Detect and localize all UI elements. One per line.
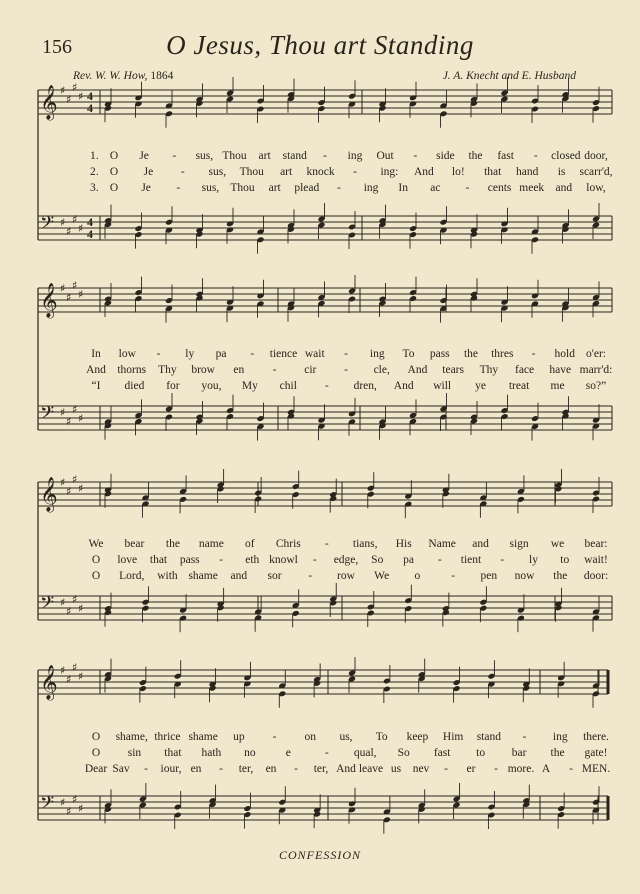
lyric-syllable: pa <box>215 348 227 360</box>
lyric-syllable: thrice <box>154 731 181 743</box>
lyric-syllable: thorns <box>117 364 147 376</box>
lyric-syllable: ing <box>347 150 363 162</box>
lyric-syllable: that <box>484 166 502 178</box>
sharp-icon: ♯ <box>72 593 78 606</box>
lyric-line <box>0 182 640 197</box>
lyric-syllable: - <box>294 763 298 775</box>
page-number: 156 <box>42 36 72 58</box>
lyric-syllable: hand <box>515 166 539 178</box>
lyric-syllable: And <box>336 763 356 775</box>
lyric-syllable: no <box>244 747 256 759</box>
lyric-syllable: door: <box>583 570 609 582</box>
lyric-syllable: en <box>233 364 245 376</box>
note-group <box>104 393 600 441</box>
lyric-syllable: We <box>374 570 390 582</box>
sharp-icon: ♯ <box>78 288 84 301</box>
lyric-syllable: bear <box>124 538 145 550</box>
sharp-icon: ♯ <box>60 406 66 419</box>
sharp-icon: ♯ <box>60 596 66 609</box>
lyric-syllable: to <box>560 554 570 566</box>
lyric-syllable: sor <box>267 570 282 582</box>
sharp-icon: ♯ <box>72 81 78 94</box>
verse-number: 2. <box>90 166 99 178</box>
lyric-syllable: bar <box>511 747 527 759</box>
sharp-icon: ♯ <box>72 661 78 674</box>
sharp-icon: ♯ <box>66 225 72 238</box>
time-signature: 4 <box>87 89 93 103</box>
lyric-syllable: more. <box>507 763 535 775</box>
lyric-syllable: door, <box>584 150 608 162</box>
lyric-syllable: And <box>407 364 428 376</box>
lyric-syllable: Lord, <box>119 570 145 582</box>
lyric-syllable: tears <box>442 364 464 376</box>
sharp-icon: ♯ <box>60 796 66 809</box>
lyric-line <box>0 554 640 569</box>
lyric-syllable: - <box>324 538 329 550</box>
lyric-syllable: closed <box>551 150 581 162</box>
lyric-syllable: shame <box>188 570 218 582</box>
lyric-syllable: there. <box>583 731 609 743</box>
lyric-syllable: - <box>444 763 448 775</box>
lyric-syllable: tians, <box>352 538 378 550</box>
lyric-line <box>0 747 640 762</box>
lyric-syllable: chil <box>279 380 297 392</box>
lyric-syllable: meek <box>519 182 545 194</box>
lyric-syllable: - <box>156 348 161 360</box>
lyric-syllable: keep <box>406 731 429 743</box>
sharp-icon: ♯ <box>78 90 84 103</box>
sharp-icon: ♯ <box>66 93 72 106</box>
lyric-syllable: - <box>322 150 327 162</box>
lyric-syllable: Thou <box>230 182 255 194</box>
lyric-syllable: Thou <box>239 166 264 178</box>
lyric-syllable: tient <box>460 554 482 566</box>
lyric-syllable: iour, <box>160 763 182 775</box>
lyric-syllable: In <box>91 348 101 360</box>
lyric-syllable: dren, <box>353 380 377 392</box>
lyric-syllable: lo! <box>451 166 465 178</box>
lyric-syllable: ing: <box>380 166 399 178</box>
treble-clef-icon: 𝄞 <box>40 477 58 512</box>
lyric-syllable: O <box>91 570 101 582</box>
lyric-syllable: stand <box>476 731 501 743</box>
lyric-syllable: low, <box>586 182 606 194</box>
treble-staff <box>38 81 612 121</box>
sharp-icon: ♯ <box>60 664 66 677</box>
sharp-icon: ♯ <box>78 602 84 615</box>
lyric-syllable: So <box>371 554 384 566</box>
lyric-syllable: Je <box>143 166 154 178</box>
bass-clef-icon: 𝄢 <box>40 593 55 618</box>
bass-clef-icon: 𝄢 <box>40 213 55 238</box>
sharp-icon: ♯ <box>72 473 78 486</box>
treble-staff <box>38 661 608 701</box>
hymn-title: O Jesus, Thou art Standing <box>166 30 474 60</box>
sharp-icon: ♯ <box>66 673 72 686</box>
lyric-line <box>0 364 640 379</box>
time-signature: 4 <box>87 227 93 241</box>
lyric-syllable: - <box>344 364 348 376</box>
lyric-syllable: o <box>414 570 421 582</box>
lyric-syllable: O <box>109 166 119 178</box>
lyric-syllable: art <box>280 166 293 178</box>
lyric-syllable: - <box>324 747 329 759</box>
lyric-syllable: O <box>91 731 101 743</box>
bass-clef-icon: 𝄢 <box>40 403 55 428</box>
lyric-syllable: - <box>500 554 505 566</box>
treble-clef-icon: 𝄞 <box>40 283 58 318</box>
lyric-syllable: - <box>219 554 223 566</box>
lyric-syllable: e <box>285 747 291 759</box>
sharp-icon: ♯ <box>66 415 72 428</box>
lyric-syllable: have <box>549 364 572 376</box>
lyric-syllable: Dear <box>84 763 108 775</box>
lyric-syllable: treat <box>508 380 530 392</box>
sharp-icon: ♯ <box>66 485 72 498</box>
lyric-syllable: and <box>555 182 573 194</box>
lyric-syllable: stand <box>282 150 307 162</box>
lyric-syllable: - <box>180 166 185 178</box>
lyric-syllable: pass <box>179 554 200 566</box>
sharp-icon: ♯ <box>78 222 84 235</box>
sharp-icon: ♯ <box>78 802 84 815</box>
lyric-syllable: scarr'd, <box>579 166 613 178</box>
note-group <box>104 275 600 323</box>
lyric-syllable: er <box>466 763 476 775</box>
lyric-syllable: that <box>149 554 168 566</box>
lyric-syllable: the <box>165 538 180 550</box>
lyric-syllable: shame <box>188 731 218 743</box>
lyric-syllable: for <box>166 380 180 392</box>
bass-staff <box>38 403 612 430</box>
lyric-syllable: Chris <box>275 538 301 550</box>
lyric-syllable: - <box>272 364 277 376</box>
lyric-syllable: And <box>86 364 106 376</box>
lyric-line <box>0 570 640 585</box>
lyric-syllable: gate! <box>584 747 608 759</box>
lyric-syllable: row <box>337 570 355 582</box>
lyric-syllable: pa <box>403 554 414 566</box>
lyric-syllable: ing <box>363 182 379 194</box>
lyric-syllable: o'er: <box>586 348 606 360</box>
lyric-syllable: we <box>550 538 565 550</box>
lyric-line <box>0 538 640 553</box>
lyric-syllable: Je <box>141 182 151 194</box>
lyric-syllable: that <box>164 747 182 759</box>
lyric-syllable: - <box>531 348 536 360</box>
bass-staff <box>38 793 608 820</box>
lyric-syllable: - <box>569 763 573 775</box>
lyric-syllable: pass <box>429 348 450 360</box>
bass-clef-icon: 𝄢 <box>40 793 55 818</box>
lyric-line <box>0 731 640 746</box>
lyric-syllable: on <box>304 731 317 743</box>
lyric-syllable: with <box>157 570 178 582</box>
sharp-icon: ♯ <box>66 291 72 304</box>
lyric-syllable: leave <box>358 763 384 775</box>
lyric-syllable: up <box>233 731 245 743</box>
sharp-icon: ♯ <box>60 476 66 489</box>
lyric-syllable: face <box>514 364 535 376</box>
sharp-icon: ♯ <box>78 412 84 425</box>
lyric-syllable: - <box>533 150 538 162</box>
lyric-syllable: knowl <box>269 554 298 566</box>
lyric-syllable: sign <box>509 538 529 550</box>
lyric-syllable: In <box>398 182 408 194</box>
lyric-line <box>0 380 640 395</box>
lyric-syllable: wait <box>304 348 325 360</box>
lyric-syllable: ter, <box>238 763 254 775</box>
treble-clef-icon: 𝄞 <box>40 665 58 700</box>
sharp-icon: ♯ <box>60 282 66 295</box>
lyric-syllable: the <box>553 570 568 582</box>
lyric-syllable: His <box>395 538 412 550</box>
author-year: 1864 <box>150 70 174 82</box>
treble-staff <box>38 279 612 319</box>
lyric-syllable: en <box>190 763 202 775</box>
treble-staff <box>38 473 612 513</box>
lyric-syllable: name <box>198 538 224 550</box>
lyric-syllable: hold <box>554 348 575 360</box>
sharp-icon: ♯ <box>72 213 78 226</box>
lyric-syllable: ing <box>552 731 568 743</box>
lyric-syllable: To <box>402 348 415 360</box>
sharp-icon: ♯ <box>60 84 66 97</box>
lyric-syllable: bear: <box>584 538 608 550</box>
lyric-syllable: To <box>375 731 388 743</box>
lyric-syllable: - <box>522 731 527 743</box>
verse-number: 1. <box>90 150 99 162</box>
lyric-syllable: so?” <box>585 380 607 392</box>
lyric-syllable: of <box>245 538 255 550</box>
lyric-syllable: edge, <box>333 554 359 566</box>
topic-label: CONFESSION <box>279 848 361 862</box>
lyric-line <box>0 348 640 363</box>
sharp-icon: ♯ <box>60 216 66 229</box>
sharp-icon: ♯ <box>66 605 72 618</box>
lyric-syllable: us <box>390 763 402 775</box>
lyric-syllable: cir <box>304 364 317 376</box>
lyric-line <box>0 150 640 165</box>
time-signature: 4 <box>87 215 93 229</box>
lyric-syllable: art <box>258 150 271 162</box>
lyric-syllable: will <box>433 380 452 392</box>
lyric-syllable: me <box>550 380 565 392</box>
lyric-syllable: - <box>219 763 223 775</box>
lyric-syllable: sin <box>127 747 142 759</box>
lyric-syllable: is <box>557 166 566 178</box>
lyric-syllable: - <box>353 166 357 178</box>
lyric-syllable: Thy <box>479 364 499 376</box>
lyric-syllable: - <box>172 150 177 162</box>
lyric-syllable: us, <box>339 731 353 743</box>
lyric-syllable: ing <box>369 348 385 360</box>
lyric-syllable: eth <box>245 554 260 566</box>
lyric-syllable: love <box>117 554 138 566</box>
lyric-syllable: cle, <box>373 364 390 376</box>
lyric-syllable: - <box>413 150 418 162</box>
lyric-syllable: en <box>265 763 277 775</box>
lyric-syllable: MEN. <box>581 763 611 775</box>
lyric-syllable: ly <box>185 348 195 360</box>
lyric-syllable: side <box>436 150 455 162</box>
lyric-syllable: O <box>91 554 101 566</box>
bass-staff <box>38 213 612 240</box>
treble-clef-icon: 𝄞 <box>40 85 58 120</box>
lyric-syllable: Out <box>376 150 394 162</box>
lyric-syllable: sus, <box>195 150 214 162</box>
lyric-syllable: nev <box>412 763 430 775</box>
lyric-syllable: died <box>124 380 145 392</box>
lyric-syllable: the <box>468 150 483 162</box>
lyric-syllable: wait! <box>584 554 608 566</box>
lyric-syllable: you, <box>201 380 222 392</box>
lyric-line <box>0 166 640 181</box>
lyric-syllable: ly <box>529 554 538 566</box>
lyric-syllable: the <box>463 348 479 360</box>
lyric-syllable: ye <box>475 380 487 392</box>
lyric-syllable: - <box>451 570 456 582</box>
lyric-syllable: And <box>393 380 414 392</box>
lyric-syllable: shame, <box>115 731 148 743</box>
lyric-syllable: - <box>312 554 317 566</box>
lyric-syllable: - <box>308 570 313 582</box>
lyric-syllable: And <box>413 166 434 178</box>
lyric-syllable: marr'd: <box>579 364 613 376</box>
lyric-syllable: low <box>118 348 136 360</box>
lyric-syllable: the <box>550 747 565 759</box>
lyric-syllable: pen <box>480 570 498 582</box>
lyric-syllable: fast <box>433 747 451 759</box>
lyric-syllable: Thou <box>222 150 247 162</box>
lyric-syllable: - <box>437 554 442 566</box>
lyric-syllable: - <box>250 348 255 360</box>
lyric-syllable: sus, <box>208 166 227 178</box>
lyric-syllable: - <box>176 182 181 194</box>
lyric-syllable: thres <box>491 348 514 360</box>
lyric-syllable: Him <box>442 731 464 743</box>
lyric-syllable: - <box>465 182 470 194</box>
lyric-syllable: A <box>541 763 551 775</box>
verse-number: 3. <box>90 182 99 194</box>
lyric-syllable: plead <box>294 182 320 194</box>
lyric-syllable: art <box>268 182 281 194</box>
author-name: Rev. W. W. How, <box>73 70 148 82</box>
lyric-syllable: to <box>476 747 486 759</box>
lyric-syllable: knock <box>306 166 335 178</box>
sharp-icon: ♯ <box>66 805 72 818</box>
lyric-syllable: - <box>324 380 329 392</box>
lyric-syllable: We <box>88 538 104 550</box>
lyric-syllable: - <box>337 182 341 194</box>
lyric-syllable: now <box>514 570 535 582</box>
sharp-icon: ♯ <box>78 670 84 683</box>
lyric-syllable: brow <box>191 364 215 376</box>
lyric-syllable: and <box>230 570 248 582</box>
lyric-syllable: Name <box>428 538 456 550</box>
lyric-syllable: - <box>494 763 498 775</box>
music-system <box>0 650 640 842</box>
lyric-syllable: - <box>272 731 277 743</box>
lyric-syllable: Je <box>139 150 149 162</box>
lyric-syllable: hath <box>201 747 222 759</box>
composer-credit: J. A. Knecht and E. Husband <box>442 70 576 82</box>
lyric-syllable: Sav <box>112 763 130 775</box>
lyric-syllable: sus, <box>201 182 220 194</box>
bass-staff <box>38 593 612 620</box>
lyric-syllable: cents <box>487 182 512 194</box>
lyric-syllable: - <box>344 348 348 360</box>
sharp-icon: ♯ <box>72 403 78 416</box>
lyric-syllable: O <box>109 150 119 162</box>
lyric-syllable: fast <box>497 150 514 162</box>
lyric-syllable: and <box>472 538 489 550</box>
lyric-syllable: My <box>241 380 258 392</box>
lyric-syllable: Thy <box>158 364 177 376</box>
time-signature: 4 <box>87 101 93 115</box>
lyric-syllable: - <box>144 763 148 775</box>
lyric-syllable: O <box>109 182 119 194</box>
lyric-syllable: “I <box>91 380 101 392</box>
lyric-syllable: ac <box>430 182 441 194</box>
sharp-icon: ♯ <box>72 279 78 292</box>
lyric-syllable: tience <box>269 348 298 360</box>
lyric-line <box>0 763 640 778</box>
sharp-icon: ♯ <box>78 482 84 495</box>
lyric-syllable: qual, <box>353 747 377 759</box>
lyric-syllable: ter, <box>313 763 329 775</box>
lyric-syllable: So <box>397 747 410 759</box>
sharp-icon: ♯ <box>72 793 78 806</box>
lyric-syllable: O <box>91 747 101 759</box>
